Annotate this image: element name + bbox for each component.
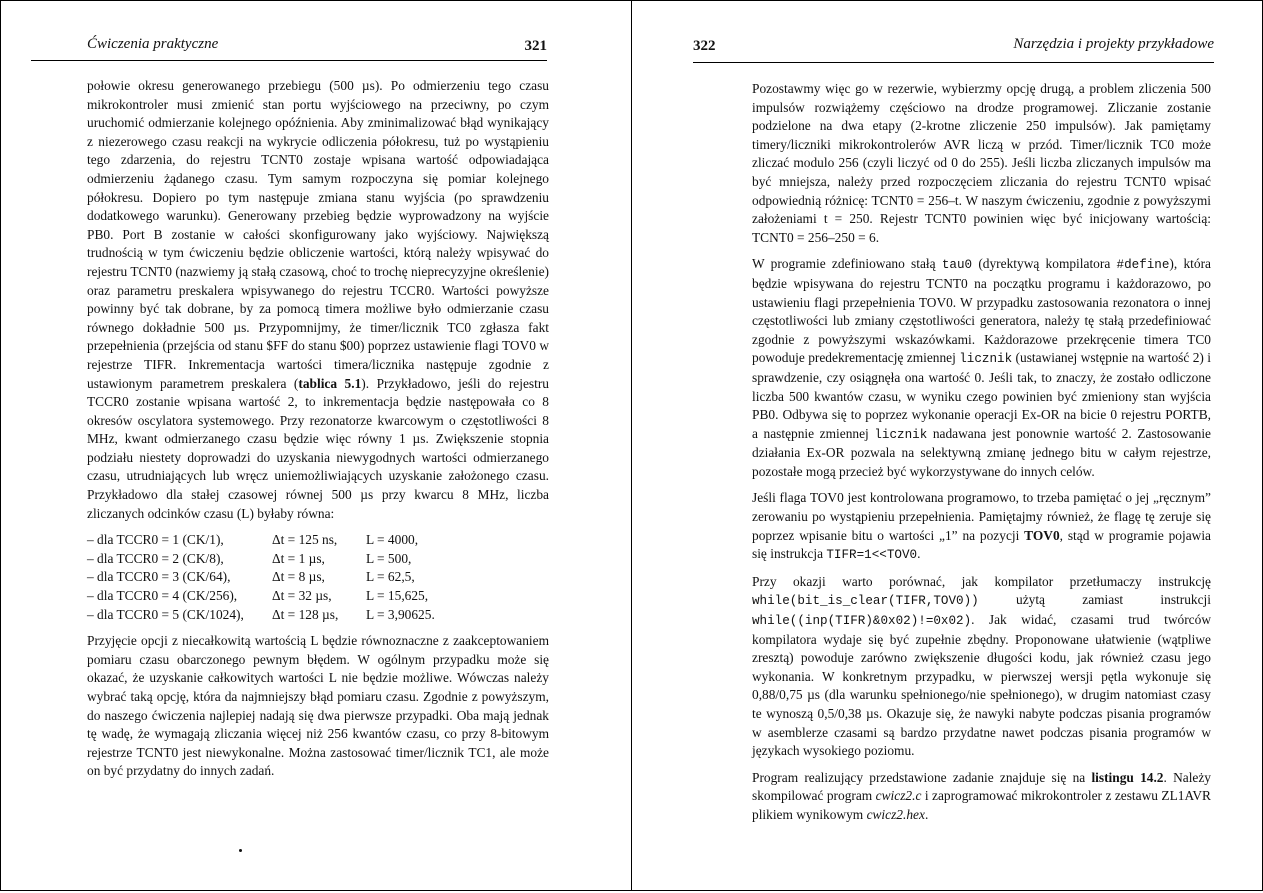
right-p3-text: , stąd w programie pojawia się instrukcja xyxy=(752,527,1211,562)
right-p2-text: ), która będzie wpisywana do rejestru TCNT0 na początku programu i każdorazowo, po ustawieniu flagi przepełnienia TOV0. W przypadku zastosowania rezonatora o innej częstotliwości lub zmiany częstotliwości generatora, należy tę stałą przedefiniować zgodnie z powyższymi wskazówkami. Każdorazowe przekręcenie timera TC0 powoduje predekrementację zmiennej xyxy=(752,256,1211,366)
tov0-bold: TOV0 xyxy=(1024,527,1060,543)
right-p2-text: nadawana jest ponownie wartość 2. Zastosowanie działania Ex-OR pozwala na selektywną zmianę jednego bitu w całym rejestrze, pozostałe mogą przecież być wykorzystywane do innych celów. xyxy=(752,425,1211,479)
left-paragraph-1 xyxy=(87,77,549,523)
table-reference: tablica 5.1 xyxy=(298,375,362,391)
right-page-body xyxy=(752,80,1211,833)
right-page xyxy=(631,0,1263,891)
table-cell-count: L = 62,5, xyxy=(366,569,415,585)
left-page-number: 321 xyxy=(524,38,547,54)
right-paragraph-2 xyxy=(752,255,1211,481)
right-p2-text: (ustawianej wstępnie na wartość 2) i sprawdzenie, czy osiągnęła ona wartość 0. Jeśli tak, to znaczy, że zostało odliczone liczba 500 kwantów czasu, w wyniku czego powinien być zmieniony stan wyjścia PB0. Odbywa się to poprzez wykonanie operacji Ex-OR na bicie 0 rejestru PORTB, a następnie zmiennej xyxy=(752,350,1211,441)
table-cell-setting: – dla TCCR0 = 2 (CK/8), xyxy=(87,550,224,566)
right-paragraph-1: Pozostawmy więc go w rezerwie, wybierzmy opcję drugą, a problem zliczenia 500 impulsów rozwiążemy częściowo na drodze programowej. Zliczanie zostanie podzielone na dwa etapy (2-krotne zliczenie 250 impulsów). Jak pamiętamy timery/liczniki mikrokontrolerów AVR liczą w przód. Timer/licznik TC0 może zliczać modulo 256 (czyli liczyć od 0 do 255). Jeśli liczba zliczanych impulsów ma być mniejsza, należy przed rozpoczęciem zliczania do rejestru TCNT0 wpisać odpowiednią różnicę: TCNT0 = 256–t. W naszym ćwiczeniu, zgodnie z powyższymi założeniami t = 250. Rejestr TCNT0 powinien więc być inicjowany wartością: TCNT0 = 256–250 = 6. xyxy=(752,81,1211,245)
table-cell-setting: – dla TCCR0 = 3 (CK/64), xyxy=(87,569,231,585)
table-row xyxy=(87,568,549,587)
right-p3-text: Jeśli flaga TOV0 jest kontrolowana programowo, to trzeba pamiętać o jej „ręcznym” zerowaniu po wystąpieniu przepełnienia. Pamiętajmy również, że flagę tę zeruje się poprzez wpisanie bitu o wartości „1” na pozycji xyxy=(752,490,1211,543)
left-header-rule xyxy=(31,60,547,61)
right-paragraph-3 xyxy=(752,489,1211,564)
code-define: #define xyxy=(1116,258,1170,273)
left-p1-text: połowie okresu generowanego przebiegu (500 µs). Po odmierzeniu tego czasu mikrokontroler musi zmienić stan portu wyjściowego na przeciwny, po czym uruchomić odmierzanie kolejnego opóźnienia. Aby zminimalizować błąd wynikający z niezerowego czasu reakcji na wykrycie odliczenia półokresu, tuż po wystąpieniu tego zdarzenia, do rejestru TCNT0 zostaje wpisana wartość odpowiadająca odmierzeniu żądanego czasu. Tym samym rozpoczyna się pomiar kolejnego półokresu. Dopiero po tym następuje zmiana stanu wyjścia (po sprawdzeniu dodatkowego warunku). Generowany przebieg będzie wyprowadzony na wyjście PB0. Port B zostanie w całości skonfigurowany jako wyjściowy. Największą trudnością w tym ćwiczeniu będzie obliczenie wartości, którą należy wpisywać do rejestru TCNT0 (nazwiemy ją stałą czasową, choć to trochę nieprecyzyjne określenie) oraz parametru preskalera wpisywanego do rejestru TCCR0. Wartości powyższe powinny być tak dobrane, by za pomocą timera możliwe było odmierzanie czasu równego dokładnie 500 µs. Przypomnijmy, że timer/licznik TC0 zgłasza fakt przepełnienia (przejścia od stanu $FF do stanu $00) poprzez ustawienie flagi TOV0 w rejestrze TIFR. Inkrementacja wartości timera/licznika następuje zgodnie z ustawionym parametrem preskalera ( xyxy=(87,78,549,391)
table-cell-setting: – dla TCCR0 = 4 (CK/256), xyxy=(87,588,238,604)
right-p2-text: W programie zdefiniowano stałą xyxy=(752,256,942,272)
left-page-body xyxy=(87,77,549,789)
left-page xyxy=(0,0,632,891)
code-tifr: TIFR=1<<TOV0 xyxy=(826,548,918,563)
table-cell-delta: Δt = 125 ns, xyxy=(272,532,338,548)
right-header-rule xyxy=(693,62,1214,63)
table-row xyxy=(87,587,549,606)
scan-speck xyxy=(239,849,242,852)
right-page-header xyxy=(693,31,1214,59)
left-header-title: Ćwiczenia praktyczne xyxy=(87,36,219,52)
code-while-bit-is-clear: while(bit_is_clear(TIFR,TOV0)) xyxy=(752,594,979,609)
code-licznik: licznik xyxy=(874,427,928,442)
prescaler-table xyxy=(87,531,549,624)
table-cell-setting: – dla TCCR0 = 1 (CK/1), xyxy=(87,532,224,548)
right-p4-text: . Jak widać, czasami trud twórców kompilatora wydaje się być zupełnie zbędny. Proponowane ułatwienie (wątpliwe zresztą) powoduje zarówno zwiększenie długości kodu, jak również czasu jego wykonania. W konkretnym przypadku, w pierwszej wersji pętla wykonuje się 0,88/0,75 µs (dla warunku spełnionego/nie spełnionego), w drugim natomiast czasy te wynoszą 0,5/0,38 µs. Okazuje się, że nawyki nabyte podczas pisania programów w asemblerze czasami są bardzo przydatne nawet podczas pisania programów w językach wysokiego poziomu. xyxy=(752,612,1211,759)
left-paragraph-2: Przyjęcie opcji z niecałkowitą wartością L będzie równoznaczne z zaakceptowaniem pomiaru czasu obarczonego pewnym błędem. W ogólnym przypadku może się okazać, że uzyskanie całkowitych wartości L nie będzie możliwe. Wówczas należy wybrać taką opcję, która da najmniejszy błąd pomiaru czasu. Zgodnie z powyższym, do naszego ćwiczenia najlepiej nadają się dwa pierwsze przypadki. Oba mają jednak tę wadę, że wymagają zliczania więcej niż 256 kwantów czasu, co przy 8-bitowym rejestrze TCNT0 jest niewykonalne. Można zastosować timer/licznik TC1, ale może on być przydatny do innych zadań. xyxy=(87,633,549,779)
table-row xyxy=(87,550,549,569)
table-cell-setting: – dla TCCR0 = 5 (CK/1024), xyxy=(87,606,244,622)
filename-c: cwicz2.c xyxy=(875,788,922,804)
right-p5-text: i zaprogramować mikrokontroler z zestawu ZL1AVR plikiem wynikowym xyxy=(752,788,1211,822)
code-licznik: licznik xyxy=(959,352,1013,367)
right-header-title: Narzędzia i projekty przykładowe xyxy=(1013,36,1214,52)
right-p2-text: (dyrektywą kompilatora xyxy=(972,256,1117,272)
code-while-inp: while((inp(TIFR)&0x02)!=0x02) xyxy=(752,614,972,629)
table-cell-delta: Δt = 128 µs, xyxy=(272,606,339,622)
table-cell-count: L = 3,90625. xyxy=(366,606,435,622)
table-cell-count: L = 4000, xyxy=(366,532,419,548)
table-cell-count: L = 15,625, xyxy=(366,588,429,604)
table-cell-delta: Δt = 32 µs, xyxy=(272,588,332,604)
right-page-number: 322 xyxy=(693,38,716,54)
table-cell-count: L = 500, xyxy=(366,550,412,566)
filename-hex: cwicz2.hex xyxy=(866,806,925,822)
code-tau0: tau0 xyxy=(941,258,973,273)
right-paragraph-5 xyxy=(752,769,1211,825)
table-row xyxy=(87,531,549,550)
listing-reference: listingu 14.2 xyxy=(1091,769,1164,785)
right-p3-text: . xyxy=(917,546,921,562)
right-p4-text: użytą zamiast instrukcji xyxy=(978,592,1211,608)
table-cell-delta: Δt = 1 µs, xyxy=(272,550,325,566)
left-p1-tail: ). Przykładowo, jeśli do rejestru TCCR0 zostanie wpisana wartość 2, to inkrementacja będzie następowała co 8 okresów oscylatora systemowego. Przy rezonatorze kwarcowym o częstotliwości 8 MHz, kwant odmierzanego czasu będzie więc równy 1 µs. Zwiększenie stopnia podziału niestety doprowadzi do uzyskania niewygodnych wartości odmierzanego czasu, utrudniających lub wręcz uniemożliwiających uzyskanie założonego czasu. Przykładowo dla stałej czasowej równej 500 µs przy kwarcu 8 MHz, liczba zliczanych odcinków czasu (L) byłaby równa: xyxy=(87,375,549,521)
right-paragraph-4 xyxy=(752,573,1211,761)
right-p5-text: . xyxy=(924,806,929,822)
left-page-header xyxy=(87,31,547,59)
right-p4-text: Przy okazji warto porównać, jak kompilator przetłumaczy instrukcję xyxy=(752,573,1211,589)
table-row xyxy=(87,606,549,625)
right-p5-text: . Należy skompilować program xyxy=(752,769,1211,804)
table-cell-delta: Δt = 8 µs, xyxy=(272,569,325,585)
right-p5-text: Program realizujący przedstawione zadanie znajduje się na xyxy=(752,769,1092,785)
